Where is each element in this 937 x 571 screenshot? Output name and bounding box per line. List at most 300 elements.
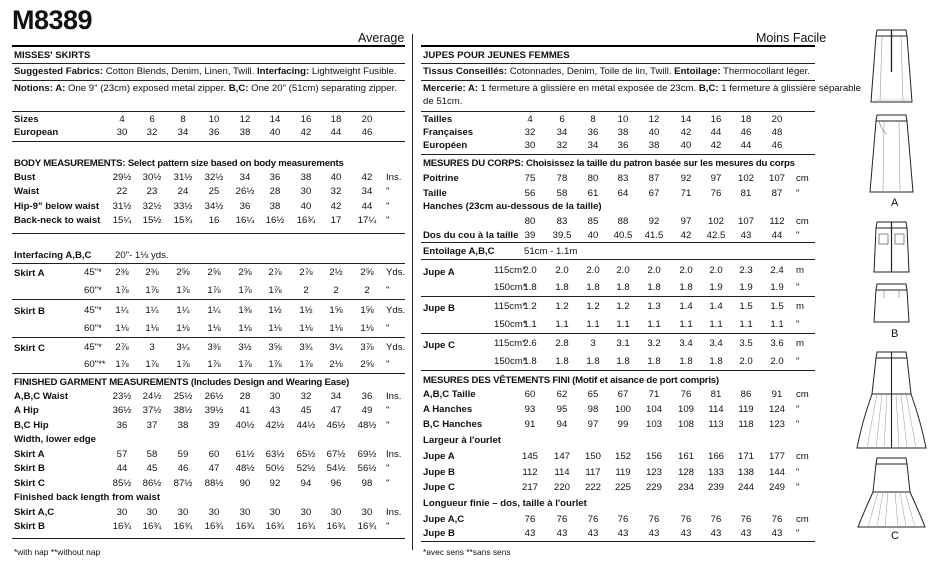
size-value: 38½ [173, 405, 193, 417]
size-value: 34 [587, 140, 599, 151]
size-value: 2⅞ [268, 267, 282, 278]
size-value: 81 [740, 187, 752, 199]
size-value: 34½ [204, 200, 224, 212]
size-value: 6 [559, 114, 565, 125]
size-value: 42 [330, 200, 342, 212]
interfacing-row-label: Interfacing A,B,C [14, 250, 92, 261]
unit-label: " [796, 528, 800, 539]
size-value: 1⅞ [238, 285, 252, 296]
entoilage-label: Entoilage A,B,C [423, 246, 495, 257]
size-value: 28 [269, 186, 281, 198]
fabric-width: 60"* [84, 285, 102, 296]
size-value: 28 [239, 391, 251, 402]
size-value: 1⅛ [299, 323, 313, 334]
size-value: 1⅜ [238, 305, 252, 316]
figure-label-a: A [891, 197, 899, 209]
unit-label: " [796, 404, 800, 415]
size-value: 16 [208, 214, 220, 226]
notions-fr [423, 82, 861, 95]
size-value: 113 [708, 419, 724, 430]
size-value: 1.8 [616, 356, 630, 367]
size-value: 114 [554, 466, 570, 478]
size-value: 40 [680, 140, 692, 151]
size-value: 249 [768, 482, 785, 493]
row-label: Waist [14, 186, 40, 198]
size-value: 104 [645, 404, 662, 415]
size-value: 2 [303, 285, 309, 296]
skirt-c-front-sketch [857, 352, 926, 448]
interfacing-label: Entoilage: [674, 66, 721, 77]
size-value: 1⅞ [145, 359, 159, 370]
size-value: 100 [614, 404, 631, 415]
unit-label: " [796, 319, 800, 330]
size-value: 3¾ [299, 342, 313, 353]
size-value: 2.6 [523, 338, 537, 349]
size-value: 22 [116, 186, 128, 198]
rule [12, 45, 405, 47]
size-value: 44 [740, 140, 752, 151]
skirt-b-front-sketch [874, 222, 909, 272]
size-value: 30 [146, 507, 158, 518]
size-value: 42.5 [706, 230, 726, 241]
size-value: 39 [524, 230, 536, 241]
rule [12, 233, 405, 234]
size-value: 25½ [173, 391, 193, 402]
size-value: 1⅞ [115, 359, 129, 370]
size-value: 1.2 [555, 301, 569, 312]
size-value: 18 [330, 114, 342, 125]
notions-label: Mercerie: A: [423, 83, 479, 94]
size-value: 1¼ [145, 305, 159, 316]
size-value: 48½ [357, 419, 377, 431]
footnote-fr: *avec sens **sans sens [423, 547, 511, 557]
size-value: 1.1 [679, 319, 693, 330]
rule [12, 111, 405, 112]
row-label: A,B,C Taille [423, 389, 476, 400]
unit-label: m [796, 338, 804, 349]
size-value: 33½ [173, 200, 193, 212]
size-value: 16¾ [112, 521, 132, 533]
interfacing-value: Thermocollant léger. [720, 66, 810, 77]
size-value: 86½ [142, 477, 162, 489]
skirt-sketches [832, 22, 937, 571]
size-value: 4 [527, 114, 533, 125]
size-value: 1.8 [586, 282, 600, 293]
size-value: 45 [300, 405, 312, 417]
rule [12, 80, 405, 81]
size-value: 2.0 [647, 265, 661, 276]
size-value: 43 [617, 528, 629, 539]
size-value: 1⅞ [115, 285, 129, 296]
size-value: 3½ [238, 342, 252, 353]
interfacing-value: Lightweight Fusible. [309, 66, 397, 77]
size-value: 1⅞ [268, 359, 282, 370]
size-value: 67 [617, 389, 629, 400]
size-value: 1.4 [709, 301, 723, 312]
size-value: 83 [617, 173, 629, 184]
size-value: 39 [208, 419, 220, 431]
size-value: 1⅛ [329, 323, 343, 334]
size-value: 69½ [357, 449, 377, 460]
unit-label: " [386, 285, 390, 296]
size-value: 31½ [173, 172, 193, 183]
size-value: 1⅛ [360, 323, 374, 334]
size-value: 17 [330, 214, 342, 226]
size-value: 43 [556, 528, 568, 539]
size-value: 3 [590, 338, 596, 349]
size-value: 59 [177, 449, 189, 460]
size-value: 6 [149, 114, 155, 125]
row-label: Skirt B [14, 521, 45, 533]
unit-label: cm [796, 173, 809, 184]
size-value: 147 [553, 451, 570, 462]
size-value: 4 [119, 114, 125, 125]
size-value: 20 [361, 114, 373, 125]
size-value: 26½ [204, 391, 224, 402]
unit-label: " [386, 323, 390, 334]
size-value: 1.8 [679, 282, 693, 293]
unit-label: cm [796, 216, 809, 227]
size-value: 1.1 [739, 319, 753, 330]
size-value: 32½ [204, 172, 224, 183]
size-value: 47 [208, 463, 220, 475]
size-value: 99 [617, 419, 629, 430]
row-label: Hip-9" below waist [14, 200, 100, 212]
size-value: 3⅞ [360, 342, 374, 353]
size-value: 43 [680, 528, 692, 539]
size-value: 44 [710, 127, 722, 138]
fabric-width: 45"* [84, 342, 102, 353]
fabric-width: 60"** [84, 359, 106, 370]
row-label: Jupe A,C [423, 514, 465, 525]
size-value: 15¾ [173, 214, 193, 226]
size-value: 36 [587, 127, 599, 138]
size-value: 1⅝ [329, 305, 343, 316]
size-value: 80 [524, 216, 536, 227]
finished-measurements-heading: FINISHED GARMENT MEASUREMENTS (Includes Design and Wearing Ease) [14, 377, 350, 388]
size-value: 29½ [112, 172, 132, 183]
size-value: 38 [617, 127, 629, 138]
row-label: Taille [423, 187, 447, 199]
size-value: 12 [239, 114, 251, 125]
rule [421, 242, 815, 243]
fabric-width: 115cm* [494, 301, 526, 312]
row-label: A Hip [14, 405, 39, 417]
size-value: 2 [364, 285, 370, 296]
size-value: 109 [677, 404, 694, 415]
size-value: 43 [524, 528, 536, 539]
rule [12, 63, 405, 64]
size-value: 23 [146, 186, 158, 198]
size-value: 80 [587, 173, 599, 184]
size-value: 43 [740, 528, 752, 539]
size-value: 92 [680, 173, 692, 184]
difficulty-level-en: Average [358, 31, 405, 45]
size-value: 119 [738, 404, 754, 415]
notions-label: Notions: A: [14, 83, 66, 94]
size-value: 39½ [204, 405, 224, 417]
size-value: 16¾ [296, 521, 316, 533]
rule [421, 80, 815, 81]
size-value: 1.8 [616, 282, 630, 293]
size-value: 85 [587, 216, 599, 227]
size-value: 91 [771, 389, 783, 400]
size-value: 26½ [235, 186, 255, 198]
size-value: 36 [116, 419, 128, 431]
size-value: 2.3 [739, 265, 753, 276]
back-length-heading: Finished back length from waist [14, 492, 161, 503]
size-value: 90 [239, 477, 251, 489]
size-value: 16¾ [173, 521, 193, 533]
size-value: 47 [330, 405, 342, 417]
size-value: 76 [710, 514, 722, 525]
size-value: 36 [269, 172, 281, 183]
garment-label: Jupe C [423, 340, 455, 351]
size-value: 16½ [265, 214, 285, 226]
size-value: 14 [269, 114, 281, 125]
size-value: 87 [648, 173, 660, 184]
column-divider [412, 34, 413, 550]
size-value: 46 [740, 127, 752, 138]
size-value: 76 [771, 514, 783, 525]
size-value: 96 [330, 477, 342, 489]
width-heading: Width, lower edge [14, 434, 96, 445]
size-value: 156 [645, 451, 662, 462]
size-value: 30 [177, 507, 189, 518]
size-value: 58 [556, 187, 568, 199]
size-value: 46 [361, 127, 373, 138]
size-value: 30 [239, 507, 251, 518]
row-label: Skirt B [14, 463, 45, 475]
skirt-illustrations [832, 22, 937, 571]
size-value: 46 [177, 463, 189, 475]
size-value: 30 [330, 507, 342, 518]
size-value: 117 [585, 466, 601, 478]
row-label: Skirt C [14, 477, 45, 489]
size-value: 2.4 [770, 265, 784, 276]
size-value: 76 [556, 514, 568, 525]
size-value: 81 [710, 389, 722, 400]
size-value: 1.2 [523, 301, 537, 312]
size-value: 25 [208, 186, 220, 198]
size-value: 1.8 [586, 356, 600, 367]
size-value: 112 [769, 216, 785, 227]
fabric-width: 115cm* [494, 265, 526, 276]
size-value: 48½ [235, 463, 255, 475]
european-label: European [14, 127, 59, 138]
unit-label: cm [796, 389, 809, 400]
row-label: Skirt A [14, 449, 45, 460]
row-label: Jupe A [423, 451, 455, 462]
size-value: 40½ [235, 419, 255, 431]
unit-label: Yds. [386, 267, 406, 278]
size-value: 220 [553, 482, 570, 493]
size-value: 23½ [112, 391, 132, 402]
unit-label: " [796, 466, 800, 478]
size-value: 38 [239, 127, 251, 138]
size-value: 32 [300, 391, 312, 402]
fabrics-label: Suggested Fabrics: [14, 66, 104, 77]
sizes-label: Sizes [14, 114, 39, 125]
size-value: 61 [587, 187, 599, 199]
size-value: 91 [524, 419, 536, 430]
unit-label: Ins. [386, 507, 402, 518]
size-value: 2⅞ [115, 342, 129, 353]
size-value: 3⅜ [207, 342, 221, 353]
size-value: 2⅛ [329, 359, 343, 370]
size-value: 15¼ [112, 214, 132, 226]
back-length-heading: Longueur finie – dos, taille à l'ourlet [423, 498, 587, 509]
rule [421, 541, 815, 542]
size-value: 41 [239, 405, 251, 417]
size-value: 30½ [142, 172, 162, 183]
size-value: 92 [269, 477, 281, 489]
size-value: 2⅝ [207, 267, 221, 278]
size-value: 16¾ [204, 521, 224, 533]
size-value: 3.2 [647, 338, 661, 349]
size-value: 78 [556, 173, 568, 184]
rule [421, 370, 815, 371]
rule [12, 373, 405, 374]
size-value: 36 [208, 127, 220, 138]
size-value: 10 [208, 114, 220, 125]
size-value: 12 [648, 114, 660, 125]
size-value: 1⅛ [268, 323, 282, 334]
size-value: 1.8 [647, 282, 661, 293]
size-value: 102 [737, 173, 754, 184]
size-value: 42 [300, 127, 312, 138]
size-value: 76 [680, 514, 692, 525]
size-value: 43 [587, 528, 599, 539]
size-value: 42 [361, 172, 373, 183]
rule [421, 154, 815, 155]
notions-en [14, 82, 397, 95]
size-value: 32 [146, 127, 158, 138]
hanches-label: Hanches (23cm au-dessous de la taille) [423, 201, 602, 212]
size-value: 222 [584, 482, 601, 493]
size-value: 114 [708, 404, 724, 415]
size-value: 1¼ [115, 305, 129, 316]
size-value: 44 [771, 230, 783, 241]
size-value: 239 [707, 482, 724, 493]
unit-label: Yds. [386, 305, 406, 316]
size-value: 118 [738, 419, 754, 430]
size-value: 76 [680, 389, 692, 400]
size-value: 16¾ [235, 521, 255, 533]
size-value: 30 [361, 507, 373, 518]
size-value: 8 [590, 114, 596, 125]
size-value: 133 [707, 466, 724, 478]
size-value: 41.5 [644, 230, 664, 241]
size-value: 62 [556, 389, 568, 400]
size-value: 1⅝ [360, 305, 374, 316]
size-value: 43 [740, 230, 752, 241]
size-value: 94 [300, 477, 312, 489]
size-value: 2⅜ [145, 267, 159, 278]
size-value: 1.1 [647, 319, 661, 330]
size-value: 34 [556, 127, 568, 138]
size-value: 1.1 [555, 319, 569, 330]
size-value: 39.5 [552, 230, 572, 241]
sizes-label: Tailles [423, 114, 453, 125]
notions-fr-line2: de 51cm. [423, 96, 463, 107]
size-value: 57 [116, 449, 128, 460]
size-value: 67 [648, 187, 660, 199]
size-value: 1⅞ [238, 359, 252, 370]
fabric-width: 150cm* [494, 282, 527, 293]
size-value: 1¼ [207, 305, 221, 316]
size-value: 150 [584, 451, 601, 462]
size-value: 48 [771, 127, 783, 138]
size-value: 97 [587, 419, 599, 430]
size-value: 1⅞ [207, 359, 221, 370]
size-value: 94 [556, 419, 568, 430]
size-value: 43 [648, 528, 660, 539]
size-value: 1.8 [679, 356, 693, 367]
size-value: 88 [617, 216, 629, 227]
unit-label: " [386, 419, 390, 431]
size-value: 244 [737, 482, 754, 493]
size-value: 30 [300, 507, 312, 518]
unit-label: " [796, 282, 800, 293]
size-value: 56 [524, 187, 536, 199]
unit-label: Ins. [386, 449, 402, 460]
rule [12, 538, 405, 539]
size-value: 2⅝ [360, 267, 374, 278]
size-value: 92 [648, 216, 660, 227]
size-value: 2.0 [586, 265, 600, 276]
unit-label: " [386, 521, 390, 533]
francaises-label: Françaises [423, 127, 474, 138]
size-value: 2.0 [555, 265, 569, 276]
row-label: Bust [14, 172, 36, 183]
size-value: 71 [648, 389, 660, 400]
size-value: 3.6 [770, 338, 784, 349]
size-value: 1½ [299, 305, 313, 316]
size-value: 123 [768, 419, 785, 430]
size-value: 60 [208, 449, 220, 460]
size-value: 44 [330, 127, 342, 138]
size-value: 1.5 [770, 301, 784, 312]
size-value: 1.5 [739, 301, 753, 312]
size-value: 32 [524, 127, 536, 138]
row-label: A,B,C Waist [14, 391, 69, 402]
size-value: 166 [707, 451, 724, 462]
size-value: 14 [680, 114, 692, 125]
size-value: 1.8 [647, 356, 661, 367]
size-value: 2⅞ [299, 267, 313, 278]
size-value: 64 [617, 187, 629, 199]
size-value: 2.0 [709, 265, 723, 276]
size-value: 49 [361, 405, 373, 417]
size-value: 36 [361, 391, 373, 402]
rule [12, 337, 405, 338]
size-value: 1½ [268, 305, 282, 316]
size-value: 32½ [142, 200, 162, 212]
unit-label: " [386, 214, 390, 226]
size-value: 34 [177, 127, 189, 138]
size-value: 63½ [265, 449, 285, 460]
size-value: 36 [617, 140, 629, 151]
unit-label: Ins. [386, 172, 402, 183]
size-value: 38 [300, 172, 312, 183]
finished-measurements-heading: MESURES DES VÊTEMENTS FINI (Motif et aisance de port compris) [423, 375, 719, 386]
size-value: 171 [737, 451, 754, 462]
size-value: 1.1 [586, 319, 600, 330]
notions-value: One 9" (23cm) exposed metal zipper. [65, 83, 229, 94]
size-value: 217 [521, 482, 538, 493]
body-measurements-heading: MESURES DU CORPS: Choisissez la taille du patron basée sur les mesures du corps [423, 158, 795, 169]
